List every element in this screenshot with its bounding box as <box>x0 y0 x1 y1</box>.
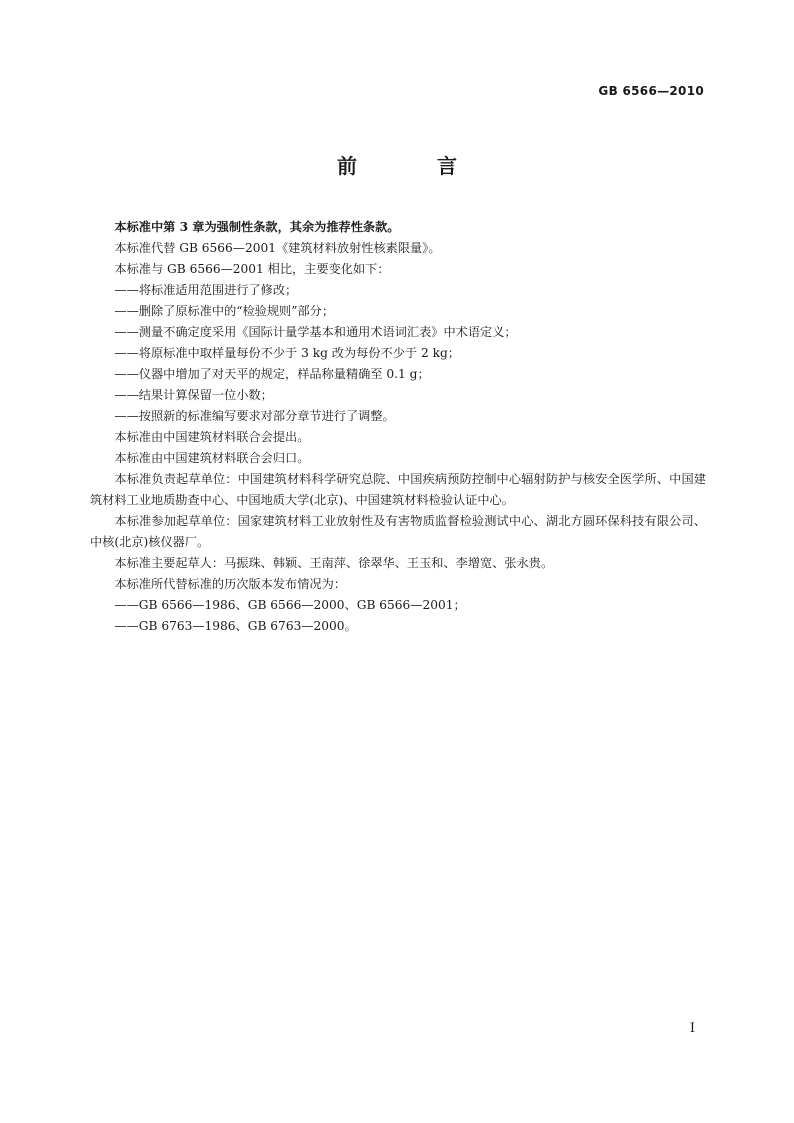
history-item: ——GB 6566—1986、GB 6566—2000、GB 6566—2001； <box>114 598 466 612</box>
paragraph-drafting-units: 本标准负责起草单位：中国建筑材料科学研究总院、中国疾病预防控制中心辐射防护与核安全医学所、中国建筑材料工业地质勘查中心、中国地质大学(北京)、中国建筑材料检验认证中心。 <box>90 472 706 507</box>
document-code: GB 6566—2010 <box>598 84 704 98</box>
change-item: ——仪器中增加了对天平的规定，样品称量精确至 0.1 g； <box>114 367 430 381</box>
paragraph-proposed-by: 本标准由中国建筑材料联合会提出。 <box>114 430 310 444</box>
change-item: ——测量不确定度采用《国际计量学基本和通用术语词汇表》中术语定义； <box>114 325 517 339</box>
change-item: ——按照新的标准编写要求对部分章节进行了调整。 <box>114 409 395 423</box>
body-text <box>90 217 706 637</box>
page-number: I <box>689 1021 695 1036</box>
change-item: ——将原标准中取样量每份不少于 3 kg 改为每份不少于 2 kg； <box>114 346 460 360</box>
change-item: ——结果计算保留一位小数； <box>114 388 273 402</box>
paragraph-managed-by: 本标准由中国建筑材料联合会归口。 <box>114 451 310 465</box>
paragraph-changes-intro: 本标准与 GB 6566—2001 相比，主要变化如下： <box>114 262 390 276</box>
paragraph-drafters: 本标准主要起草人：马振珠、韩颖、王南萍、徐翠华、王玉和、李增宽、张永贵。 <box>114 556 554 570</box>
change-item: ——将标准适用范围进行了修改； <box>114 283 298 297</box>
change-item: ——删除了原标准中的“检验规则”部分； <box>114 304 335 318</box>
history-item: ——GB 6763—1986、GB 6763—2000。 <box>114 619 357 633</box>
mandatory-clause-note: 本标准中第 3 章为强制性条款，其余为推荐性条款。 <box>114 220 400 234</box>
page-title: 前 言 <box>337 154 487 178</box>
paragraph-replaces: 本标准代替 GB 6566—2001《建筑材料放射性核素限量》。 <box>114 241 441 255</box>
paragraph-participating-units: 本标准参加起草单位：国家建筑材料工业放射性及有害物质监督检验测试中心、湖北方圆环保科技有限公司、中核(北京)核仪器厂。 <box>90 514 706 549</box>
paragraph-history-intro: 本标准所代替标准的历次版本发布情况为： <box>114 577 346 591</box>
